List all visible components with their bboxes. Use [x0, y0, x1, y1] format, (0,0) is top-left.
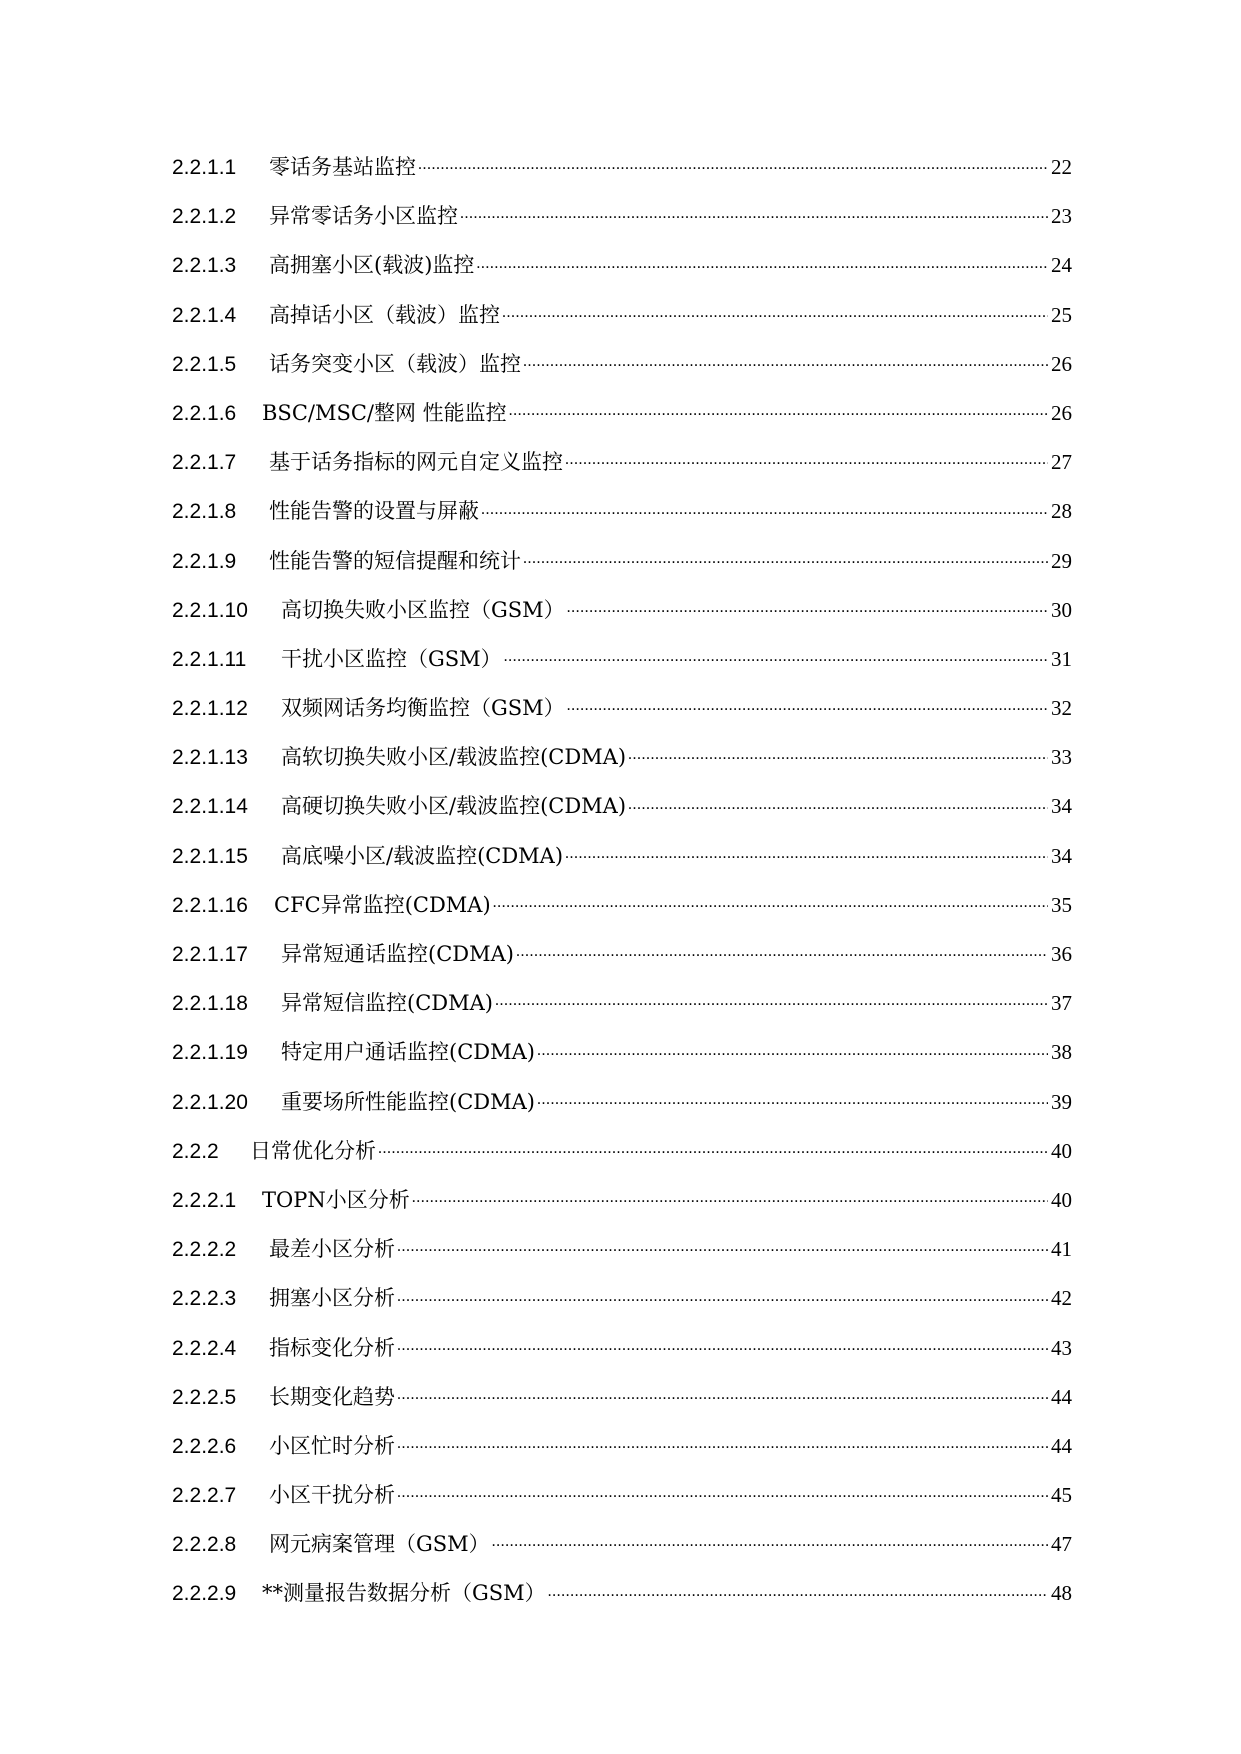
toc-leader-dots — [481, 493, 1048, 518]
toc-entry-number: 2.2.1.7 — [172, 451, 237, 475]
toc-entry-number: 2.2.1.8 — [172, 500, 237, 524]
toc-entry[interactable] — [172, 881, 1072, 930]
toc-leader-dots — [460, 198, 1048, 223]
toc-leader-dots — [378, 1133, 1048, 1158]
toc-entry-title: 长期变化趋势 — [269, 1384, 395, 1409]
toc-entry-title: 高硬切换失败小区/载波监控(CDMA) — [281, 794, 627, 819]
toc-entry-number: 2.2.2.3 — [172, 1287, 237, 1311]
toc-leader-dots — [548, 1575, 1048, 1600]
toc-entry-number: 2.2.2.4 — [172, 1336, 237, 1360]
toc-entry-page: 48 — [1051, 1581, 1072, 1606]
toc-entry-title: 高软切换失败小区/载波监控(CDMA) — [281, 745, 627, 770]
toc-entry-page: 29 — [1051, 548, 1072, 573]
toc-entry[interactable] — [172, 1324, 1072, 1373]
toc-entry-number: 2.2.1.6 — [172, 401, 237, 425]
toc-entry[interactable] — [172, 1520, 1072, 1569]
toc-entry-page: 44 — [1051, 1384, 1072, 1409]
toc-entry-title: 零话务基站监控 — [269, 155, 416, 179]
toc-entry[interactable] — [172, 1127, 1072, 1176]
toc-entry[interactable] — [172, 1028, 1072, 1077]
toc-entry-title: 特定用户通话监控(CDMA) — [281, 1040, 535, 1065]
toc-entry-page: 37 — [1051, 991, 1072, 1016]
toc-entry[interactable] — [172, 1078, 1072, 1127]
toc-entry-title: 指标变化分析 — [269, 1335, 395, 1360]
toc-entry[interactable] — [172, 389, 1072, 438]
toc-entry[interactable] — [172, 979, 1072, 1028]
toc-entry-page: 39 — [1051, 1089, 1072, 1114]
toc-entry-number: 2.2.2.7 — [172, 1484, 237, 1508]
toc-entry-title: 性能告警的设置与屏蔽 — [269, 499, 479, 524]
toc-entry-page: 31 — [1051, 646, 1072, 671]
toc-entry-page: 28 — [1051, 499, 1072, 524]
toc-entry-page: 26 — [1051, 400, 1072, 425]
toc-entry-title: 异常短通话监控(CDMA) — [281, 942, 514, 966]
toc-entry-page: 24 — [1051, 253, 1072, 278]
toc-entry[interactable] — [172, 1373, 1072, 1422]
toc-leader-dots — [504, 641, 1048, 666]
toc-leader-dots — [628, 739, 1048, 764]
toc-entry-page: 43 — [1051, 1335, 1072, 1360]
toc-leader-dots — [516, 936, 1048, 961]
toc-entry[interactable] — [172, 1176, 1072, 1225]
toc-entry-page: 33 — [1051, 745, 1072, 770]
toc-entry-page: 22 — [1051, 155, 1072, 179]
toc-entry-title: TOPN小区分析 — [262, 1187, 410, 1212]
toc-entry-page: 35 — [1051, 892, 1072, 917]
toc-entry-number: 2.2.1.20 — [172, 1090, 248, 1114]
toc-entry-title: 高掉话小区（载波）监控 — [269, 302, 500, 327]
toc-leader-dots — [397, 1428, 1048, 1453]
toc-entry-number: 2.2.1.4 — [172, 303, 237, 327]
toc-entry-number: 2.2.1.17 — [172, 943, 248, 966]
toc-leader-dots — [565, 837, 1048, 862]
toc-entry-page: 42 — [1051, 1286, 1072, 1311]
toc-entry-title: 网元病案管理（GSM） — [269, 1532, 490, 1557]
toc-leader-dots — [537, 1083, 1048, 1108]
toc-entry-page: 34 — [1051, 794, 1072, 819]
toc-leader-dots — [628, 788, 1048, 813]
toc-leader-dots — [567, 690, 1048, 715]
toc-entry-page: 25 — [1051, 302, 1072, 327]
toc-leader-dots — [523, 346, 1048, 371]
toc-leader-dots — [397, 1477, 1048, 1502]
toc-entry[interactable] — [172, 241, 1072, 290]
toc-entry-number: 2.2.2.6 — [172, 1434, 237, 1458]
toc-entry-title: **测量报告数据分析（GSM） — [262, 1581, 546, 1606]
toc-entry-page: 23 — [1051, 204, 1072, 229]
toc-entry[interactable] — [172, 1274, 1072, 1323]
toc-entry-page: 30 — [1051, 597, 1072, 622]
toc-entry-page: 40 — [1051, 1187, 1072, 1212]
toc-entry-number: 2.2.1.3 — [172, 254, 237, 278]
toc-entry[interactable] — [172, 537, 1072, 586]
toc-leader-dots — [397, 1231, 1048, 1256]
toc-entry[interactable] — [172, 192, 1072, 241]
toc-entry[interactable] — [172, 291, 1072, 340]
toc-leader-dots — [495, 985, 1048, 1010]
toc-entry[interactable] — [172, 438, 1072, 487]
toc-entry[interactable] — [172, 1471, 1072, 1520]
toc-entry-page: 38 — [1051, 1040, 1072, 1065]
toc-entry-title: 小区忙时分析 — [269, 1433, 395, 1458]
toc-entry[interactable] — [172, 1225, 1072, 1274]
toc-entry-number: 2.2.1.16 — [172, 893, 248, 917]
toc-leader-dots — [509, 395, 1048, 420]
toc-entry-number: 2.2.2.9 — [172, 1582, 237, 1606]
toc-entry-title: CFC异常监控(CDMA) — [274, 892, 491, 917]
toc-leader-dots — [523, 542, 1048, 567]
toc-entry-title: 高底噪小区/载波监控(CDMA) — [281, 843, 564, 868]
toc-leader-dots — [412, 1182, 1048, 1207]
toc-entry-number: 2.2.2.5 — [172, 1385, 237, 1409]
toc-leader-dots — [502, 296, 1048, 321]
toc-entry[interactable] — [172, 1569, 1072, 1618]
toc-entry[interactable] — [172, 586, 1072, 635]
toc-entry-number: 2.2.2.8 — [172, 1533, 237, 1557]
toc-leader-dots — [537, 1034, 1048, 1059]
toc-entry-number: 2.2.1.15 — [172, 844, 248, 868]
toc-entry-title: 性能告警的短信提醒和统计 — [269, 548, 521, 573]
toc-entry-title: 干扰小区监控（GSM） — [281, 646, 502, 671]
toc-leader-dots — [397, 1329, 1048, 1354]
toc-leader-dots — [492, 1526, 1048, 1551]
toc-entry-page: 26 — [1051, 351, 1072, 376]
toc-entry[interactable] — [172, 340, 1072, 389]
toc-entry-title: 拥塞小区分析 — [269, 1286, 395, 1311]
toc-leader-dots — [567, 592, 1048, 617]
toc-entry[interactable] — [172, 1422, 1072, 1471]
toc-entry-number: 2.2.1.5 — [172, 352, 237, 376]
toc-leader-dots — [397, 1379, 1048, 1404]
toc-entry-number: 2.2.1.1 — [172, 156, 237, 179]
toc-leader-dots — [418, 149, 1048, 174]
toc-entry[interactable] — [172, 733, 1072, 782]
toc-entry-number: 2.2.1.11 — [172, 647, 247, 671]
toc-entry-title: 话务突变小区（载波）监控 — [269, 351, 521, 376]
toc-entry-number: 2.2.1.12 — [172, 697, 248, 721]
toc-entry-number: 2.2.1.2 — [172, 205, 237, 229]
toc-entry-number: 2.2.2 — [172, 1139, 219, 1163]
toc-entry-number: 2.2.2.1 — [172, 1188, 237, 1212]
toc-entry-title: 高切换失败小区监控（GSM） — [281, 597, 565, 622]
toc-leader-dots — [397, 1280, 1048, 1305]
toc-entry-number: 2.2.1.18 — [172, 992, 248, 1016]
toc-entry-page: 40 — [1051, 1138, 1072, 1163]
toc-entry[interactable] — [172, 832, 1072, 881]
toc-entry-page: 41 — [1051, 1237, 1072, 1262]
toc-entry-number: 2.2.1.14 — [172, 795, 248, 819]
toc-entry-title: 异常零话务小区监控 — [269, 204, 458, 229]
toc-leader-dots — [476, 247, 1048, 272]
toc-leader-dots — [565, 444, 1048, 469]
toc-entry[interactable] — [172, 684, 1072, 733]
toc-entry-page: 36 — [1051, 942, 1072, 966]
toc-leader-dots — [493, 887, 1048, 912]
toc-entry[interactable] — [172, 930, 1072, 979]
toc-entry-number: 2.2.1.13 — [172, 746, 248, 770]
toc-entry-number: 2.2.1.9 — [172, 549, 237, 573]
toc-entry-number: 2.2.1.10 — [172, 598, 248, 622]
toc-entry-title: 小区干扰分析 — [269, 1483, 395, 1508]
toc-entry-title: 重要场所性能监控(CDMA) — [281, 1089, 535, 1114]
toc-entry-title: 异常短信监控(CDMA) — [281, 991, 493, 1016]
toc-entry-page: 32 — [1051, 696, 1072, 721]
toc-entry-title: BSC/MSC/整网 性能监控 — [262, 400, 507, 425]
toc-entry-page: 34 — [1051, 843, 1072, 868]
toc-entry-title: 双频网话务均衡监控（GSM） — [281, 696, 565, 721]
toc-entry-title: 最差小区分析 — [269, 1237, 395, 1262]
toc-entry-number: 2.2.2.2 — [172, 1238, 237, 1262]
toc-entry-page: 44 — [1051, 1433, 1072, 1458]
toc-entry-page: 45 — [1051, 1483, 1072, 1508]
toc-entry-title: 日常优化分析 — [250, 1138, 376, 1163]
toc-entry[interactable] — [172, 635, 1072, 684]
toc-entry-number: 2.2.1.19 — [172, 1041, 248, 1065]
toc-entry-title: 高拥塞小区(载波)监控 — [269, 253, 475, 278]
toc-entry-page: 27 — [1051, 450, 1072, 475]
toc-entry[interactable] — [172, 143, 1072, 192]
toc-entry[interactable] — [172, 487, 1072, 536]
table-of-contents — [172, 143, 1072, 1619]
toc-entry-page: 47 — [1051, 1532, 1072, 1557]
toc-entry-title: 基于话务指标的网元自定义监控 — [269, 450, 563, 475]
toc-entry[interactable] — [172, 782, 1072, 831]
